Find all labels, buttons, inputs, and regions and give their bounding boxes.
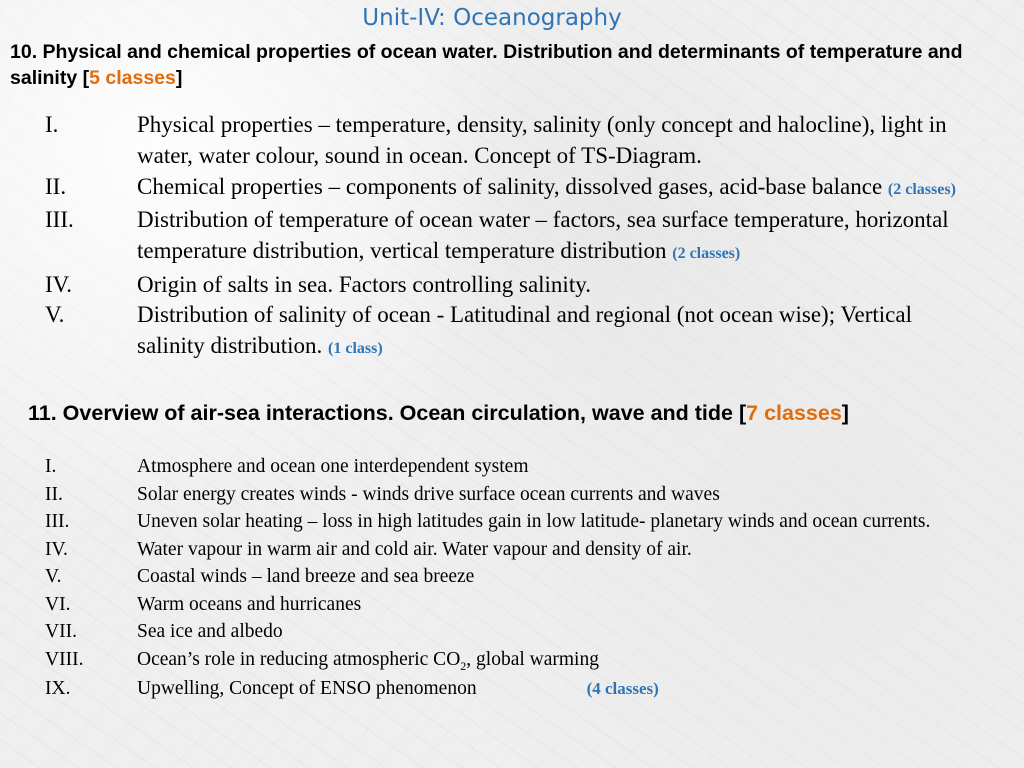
item-text-after: , global warming xyxy=(466,648,599,670)
list-item xyxy=(45,536,985,564)
item-number: I. xyxy=(45,456,57,477)
section-10-heading xyxy=(10,39,1000,91)
section-11-heading xyxy=(28,400,1018,426)
item-text: Atmosphere and ocean one interdependent system xyxy=(137,456,529,477)
list-item xyxy=(45,481,985,509)
list-item xyxy=(45,618,985,646)
section-10-topic-list xyxy=(45,109,985,364)
item-number: IX. xyxy=(45,678,71,699)
list-item xyxy=(45,453,985,481)
section-10-class-count: 5 classes xyxy=(89,67,176,89)
class-count-note: (1 class) xyxy=(328,340,383,357)
item-text: Warm oceans and hurricanes xyxy=(137,593,362,615)
item-number: III. xyxy=(45,207,74,232)
list-item xyxy=(45,563,985,591)
page-title: Unit-IV: Oceanography xyxy=(362,5,622,31)
item-text: Distribution of temperature of ocean water – factors, sea surface temperature, horizontal temperature distribution, vertical temperature distribution xyxy=(137,207,949,263)
item-text: Uneven solar heating – loss in high latitudes gain in low latitude- planetary winds and ocean currents. xyxy=(137,511,931,532)
section-11-heading-close: ] xyxy=(841,401,849,425)
section-11-class-count: 7 classes xyxy=(746,401,842,425)
list-item xyxy=(45,646,985,674)
co2-subscript: 2 xyxy=(460,658,467,673)
item-text: Distribution of salinity of ocean - Latitudinal and regional (not ocean wise); Vertical salinity distribution. xyxy=(137,302,912,358)
item-number: V. xyxy=(45,566,62,587)
item-number: VI. xyxy=(45,593,71,615)
item-text: Water vapour in warm air and cold air. Water vapour and density of air. xyxy=(137,538,692,560)
list-item xyxy=(45,675,985,703)
item-number: VII. xyxy=(45,621,77,642)
list-item xyxy=(45,508,985,536)
item-number: II. xyxy=(45,483,63,505)
list-item xyxy=(45,269,985,300)
item-number: IV. xyxy=(45,538,68,560)
item-text: Upwelling, Concept of ENSO phenomenon xyxy=(137,678,477,699)
item-number: I. xyxy=(45,112,59,137)
item-text: Sea ice and albedo xyxy=(137,621,283,642)
item-number: IV. xyxy=(45,271,73,297)
item-number: VIII. xyxy=(45,648,84,670)
class-count-note: (2 classes) xyxy=(672,245,741,262)
item-text: Chemical properties – components of salinity, dissolved gases, acid-base balance xyxy=(137,173,888,199)
item-text: Solar energy creates winds - winds drive surface ocean currents and waves xyxy=(137,483,720,505)
section-10-heading-text: 10. Physical and chemical properties of ocean water. Distribution and determinants of temperature and salinity [ xyxy=(10,41,963,89)
list-item xyxy=(45,204,985,269)
section-11-heading-text: 11. Overview of air-sea interactions. Ocean circulation, wave and tide [ xyxy=(28,401,747,425)
list-item xyxy=(45,299,985,364)
item-text: Physical properties – temperature, density, salinity (only concept and halocline), light in water, water colour, sound in ocean. Concept of TS-Diagram. xyxy=(137,112,947,168)
item-text: Coastal winds – land breeze and sea breeze xyxy=(137,566,475,587)
item-number: V. xyxy=(45,302,65,327)
item-number: II. xyxy=(45,173,67,199)
list-item xyxy=(45,109,985,171)
item-number: III. xyxy=(45,511,70,532)
section-10-heading-close: ] xyxy=(175,67,183,89)
class-count-note: (2 classes) xyxy=(887,180,956,198)
section-11-topic-list xyxy=(45,453,985,703)
item-text: Origin of salts in sea. Factors controlling salinity. xyxy=(137,271,591,297)
item-text: Ocean’s role in reducing atmospheric CO xyxy=(137,648,461,670)
list-item xyxy=(45,591,985,619)
class-count-note: (4 classes) xyxy=(586,679,659,698)
list-item xyxy=(45,171,985,205)
